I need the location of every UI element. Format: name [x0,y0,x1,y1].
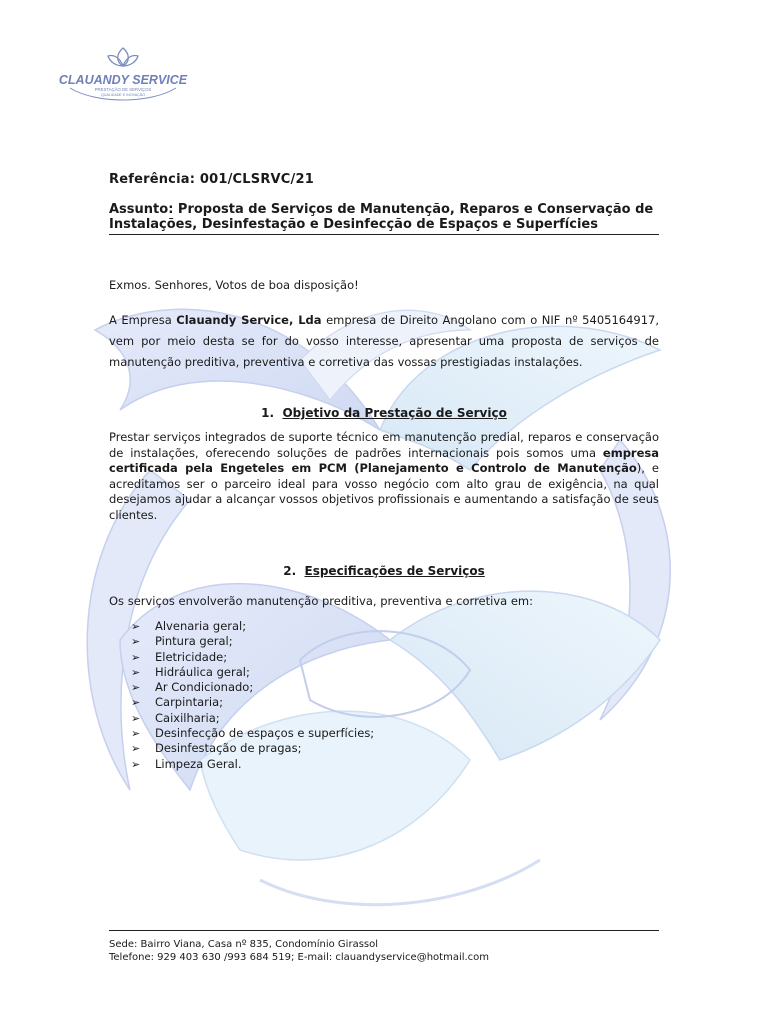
section-1-number: 1. [261,406,275,420]
section-1-title: Objetivo da Prestação de Serviço [282,406,507,420]
arrow-bullet-icon: ➢ [131,757,141,771]
footer-address: Sede: Bairro Viana, Casa nº 835, Condomínio Girassol [109,939,379,950]
list-item [131,757,374,772]
list-item [131,711,374,726]
arrow-bullet-icon: ➢ [131,665,141,679]
list-item [131,634,374,649]
list-item-label: Hidráulica geral; [155,664,250,679]
intro-text-after: empresa de Direito Angolano com o NIF nº 5405164917, vem por meio desta se for do vosso interesse, apresentar uma proposta de serviços de manutenção preditiva, preventiva e corretiva das vossas prestigiadas instalações. [109,313,660,369]
intro-paragraph [109,310,659,373]
list-item [131,665,374,680]
services-list [131,619,374,772]
reference-line: Referência: 001/CLSRVC/21 [109,172,314,187]
list-item-label: Alvenaria geral; [155,619,247,633]
intro-text-before: A Empresa [109,313,177,327]
company-logo [58,44,188,104]
arrow-bullet-icon: ➢ [131,742,141,756]
list-item-label: Pintura geral; [155,634,233,649]
list-item [131,741,374,756]
footer-contact: Telefone: 929 403 630 /993 684 519; E-mail: clauandyservice@hotmail.com [109,952,490,963]
arrow-bullet-icon: ➢ [131,681,141,695]
arrow-bullet-icon: ➢ [131,696,141,710]
section-2-intro: Os serviços envolverão manutenção preditiva, preventiva e corretiva em: [109,594,533,608]
list-item-label: Desinfestação de pragas; [155,741,302,756]
logo-tagline-1: PRESTAÇÃO DE SERVIÇOS [94,87,152,92]
section-1-text-bold: empresa certificada pela Engeteles em PCM (Planejamento e Controlo de Manutenção [109,445,659,475]
list-item [131,695,374,710]
list-item-label: Ar Condicionado; [155,680,254,695]
list-item-label: Eletricidade; [155,649,228,664]
logo-name: CLAUANDY SERVICE [58,73,188,87]
section-1-heading [109,406,659,420]
list-item [131,650,374,665]
arrow-bullet-icon: ➢ [131,711,141,725]
list-item-label: Limpeza Geral. [155,756,242,771]
section-2-heading [109,564,659,578]
company-name: Clauandy Service, Lda [176,313,322,327]
section-1-paragraph [109,430,659,523]
list-item-label: Carpintaria; [155,695,223,710]
footer [109,938,489,964]
footer-divider [109,930,659,931]
section-2-title: Especificações de Serviços [304,564,485,578]
list-item [131,726,374,741]
section-1-text-after: ), e acreditamos ser o parceiro ideal para vosso negócio com alto grau de exigência, na qual desejamos ajudar a alcançar vossos objetivos profissionais e aumentando a satisfação de seus clientes. [109,461,659,522]
arrow-bullet-icon: ➢ [131,650,141,664]
arrow-bullet-icon: ➢ [131,620,141,633]
section-2-number: 2. [283,564,297,578]
list-item [131,680,374,695]
section-1-text-before: Prestar serviços integrados de suporte técnico em manutenção predial, reparos e conservação de instalações, oferecendo soluções de padrões internacionais pois somos uma [109,430,659,460]
logo-tagline-2: QUALIDADE E INOVAÇÃO [101,93,145,97]
arrow-bullet-icon: ➢ [131,635,141,649]
list-item-label: Caixilharia; [155,710,220,725]
list-item-label: Desinfecção de espaços e superfícies; [155,726,375,741]
list-item [131,619,374,634]
greeting: Exmos. Senhores, Votos de boa disposição! [109,278,359,292]
subject-line: Assunto: Proposta de Serviços de Manutenção, Reparos e Conservação de Instalações, Desinfestação e Desinfecção de Espaços e Superfícies [109,202,659,235]
arrow-bullet-icon: ➢ [131,727,141,741]
